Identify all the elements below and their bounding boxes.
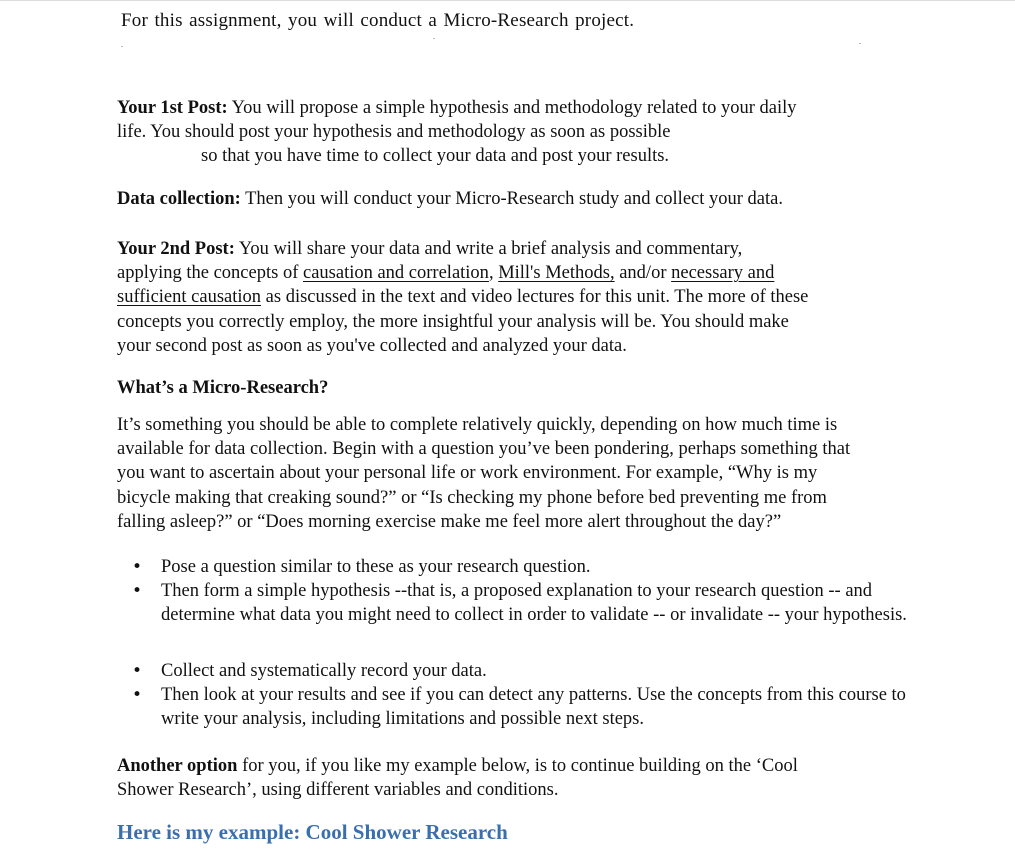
first-post-label: Your 1st Post:	[117, 98, 228, 118]
second-post-text: your second post as soon as you've collected and analyzed your data.	[117, 335, 627, 356]
first-post-text: so that you have time to collect your data and post your results.	[201, 146, 670, 167]
list-item: • Pose a question similar to these as your research question.	[117, 555, 937, 579]
another-option-paragraph	[117, 754, 917, 802]
scan-speck	[121, 46, 123, 47]
second-post-label: Your 2nd Post:	[117, 239, 235, 259]
another-option-text: for you, if you like my example below, is to continue building on the ‘Cool	[237, 756, 798, 776]
list-item: • Then look at your results and see if you can detect any patterns. Use the concepts from this course to write your analysis, including limitations and possible next steps.	[117, 683, 937, 731]
data-collection-paragraph	[117, 187, 917, 211]
micro-research-heading: What’s a Micro-Research?	[117, 378, 329, 398]
second-post-text: concepts you correctly employ, the more insightful your analysis will be. You should make	[117, 311, 789, 332]
micro-text-line: It’s something you should be able to complete relatively quickly, depending on how much time is	[117, 415, 838, 435]
second-post-text: applying the concepts of	[117, 263, 303, 284]
link-necessary-sufficient[interactable]: sufficient causation	[117, 287, 262, 308]
scan-speck	[859, 43, 861, 44]
steps-list-2	[117, 659, 937, 732]
intro-text: For this assignment, you will conduct a Micro-Research project.	[121, 10, 635, 31]
micro-research-paragraph	[117, 413, 917, 534]
separator-text: and/or	[614, 263, 672, 284]
micro-text-line: available for data collection. Begin with a question you’ve been pondering, perhaps something that	[117, 439, 851, 460]
list-item: • Collect and systematically record your data.	[117, 659, 937, 683]
micro-text-line: you want to ascertain about your personal life or work environment. For example, “Why is my	[117, 463, 818, 484]
micro-text-line: falling asleep?” or “Does morning exercise make me feel more alert throughout the day?”	[117, 511, 782, 532]
data-collection-text: Then you will conduct your Micro-Research study and collect your data.	[240, 189, 783, 209]
separator-text: ,	[488, 263, 499, 284]
top-border	[0, 0, 1015, 1]
link-mills-methods[interactable]: Mill's Methods,	[498, 263, 615, 284]
list-item: • Then form a simple hypothesis --that is, a proposed explanation to your research question -- and determine what data you might need to collect in order to validate -- or invalidate -- your hypothesis.	[117, 579, 937, 627]
example-heading: Here is my example: Cool Shower Research	[117, 820, 508, 844]
data-collection-label: Data collection:	[117, 189, 241, 209]
first-post-text: You will propose a simple hypothesis and methodology related to your daily	[227, 98, 797, 118]
micro-text-line: bicycle making that creaking sound?” or “Is checking my phone before bed preventing me from	[117, 487, 827, 508]
steps-list-1	[117, 555, 937, 628]
first-post-text: life. You should post your hypothesis and methodology as soon as possible	[117, 122, 671, 143]
second-post-paragraph	[117, 237, 917, 358]
another-option-label: Another option	[117, 756, 238, 776]
link-causation-correlation[interactable]: causation and correlation	[302, 263, 489, 284]
another-option-text: Shower Research’, using different variables and conditions.	[117, 780, 559, 801]
second-post-text: as discussed in the text and video lectures for this unit. The more of these	[261, 287, 809, 308]
second-post-text: You will share your data and write a brief analysis and commentary,	[234, 239, 743, 259]
scan-speck	[433, 38, 435, 39]
link-necessary-sufficient[interactable]: necessary and	[671, 263, 775, 284]
first-post-paragraph	[117, 96, 917, 169]
